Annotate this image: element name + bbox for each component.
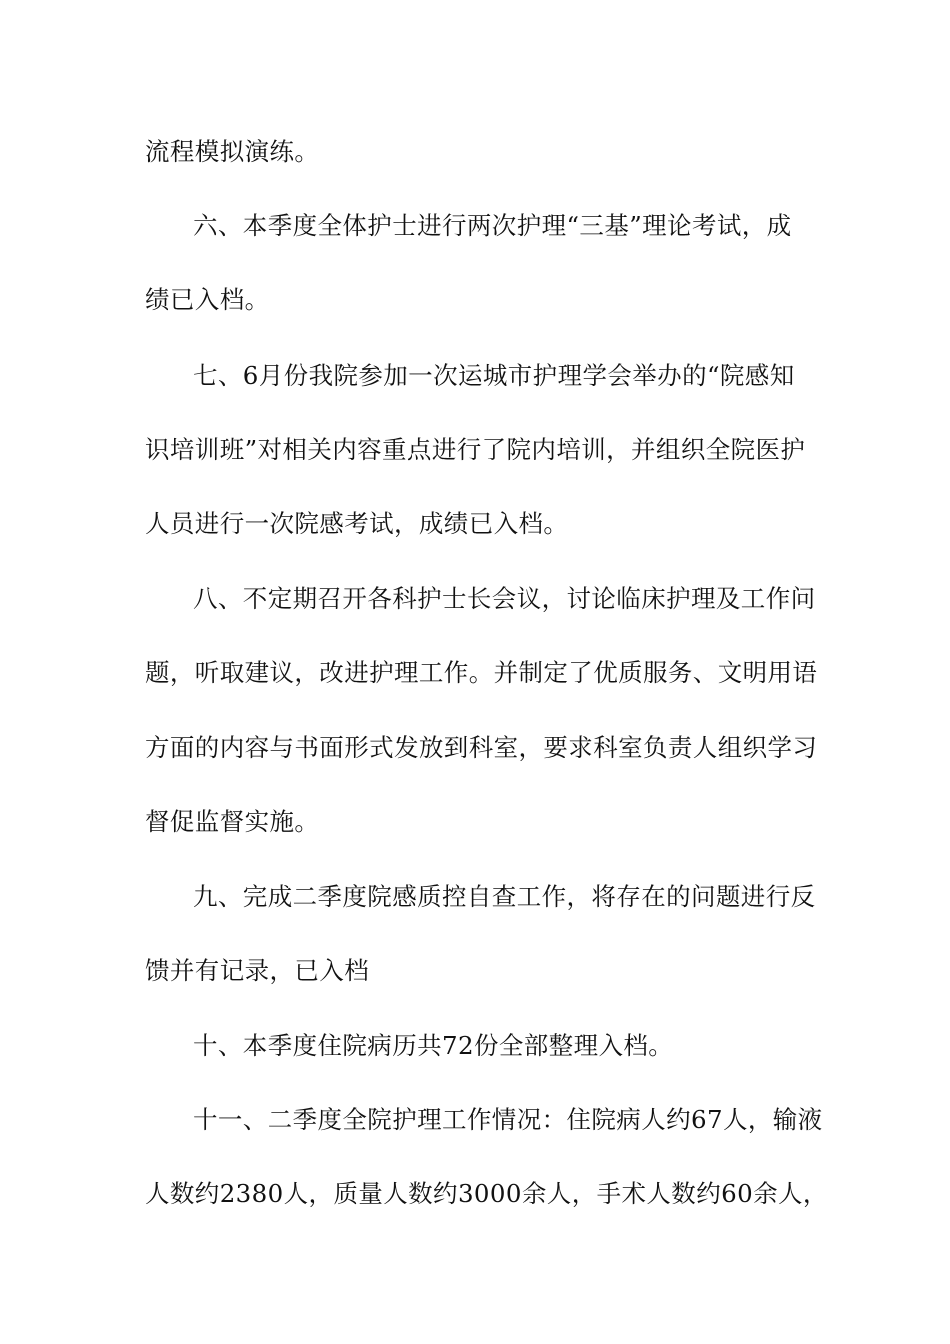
text-line: 馈并有记录，已入档 (145, 956, 370, 985)
text-line: 识培训班”对相关内容重点进行了院内培训，并组织全院医护 (145, 435, 806, 464)
text-line: 十、本季度住院病历共72份全部整理入档。 (193, 1031, 674, 1060)
text-line: 督促监督实施。 (145, 807, 320, 836)
text-line: 题，听取建议，改进护理工作。并制定了优质服务、文明用语 (145, 658, 818, 687)
text-line: 九、完成二季度院感质控自查工作，将存在的问题进行反 (193, 882, 816, 911)
text-line: 八、不定期召开各科护士长会议，讨论临床护理及工作问 (193, 584, 816, 613)
text-line: 十一、二季度全院护理工作情况：住院病人约67人，输液 (193, 1105, 823, 1134)
text-line: 方面的内容与书面形式发放到科室，要求科室负责人组织学习 (145, 733, 818, 762)
text-line: 人数约2380人，质量人数约3000余人，手术人数约60余人， (145, 1179, 828, 1208)
text-line: 人员进行一次院感考试，成绩已入档。 (145, 509, 569, 538)
text-line: 六、本季度全体护士进行两次护理“三基”理论考试，成 (193, 211, 792, 240)
text-line: 七、6月份我院参加一次运城市护理学会举办的“院感知 (193, 361, 795, 390)
text-line: 绩已入档。 (145, 285, 270, 314)
text-line: 流程模拟演练。 (145, 137, 320, 166)
